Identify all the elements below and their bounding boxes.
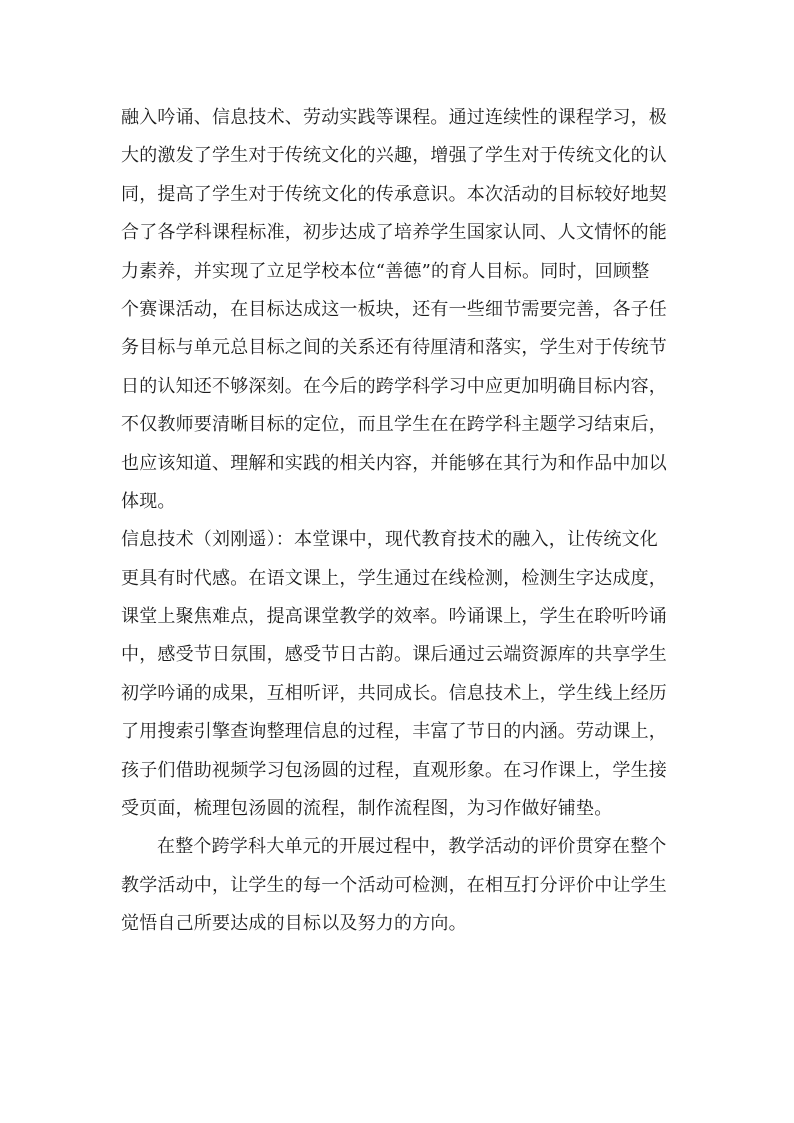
text-line: 也应该知道、理解和实践的相关内容，并能够在其行为和作品中加以	[121, 452, 667, 474]
text-line: 孩子们借助视频学习包汤圆的过程，直观形象。在习作课上，学生接	[121, 759, 667, 781]
text-line: 受页面，梳理包汤圆的流程，制作流程图，为习作做好铺垫。	[121, 798, 613, 820]
text-line: 力素养，并实现了立足学校本位“善德”的育人目标。同时，回顾整	[121, 260, 650, 282]
text-line: 信息技术（刘刚遥）：本堂课中，现代教育技术的融入，让传统文化	[121, 529, 658, 551]
text-line: 初学吟诵的成果，互相听评，共同成长。信息技术上，学生线上经历	[121, 682, 667, 704]
text-line: 融入吟诵、信息技术、劳动实践等课程。通过连续性的课程学习，极	[121, 107, 667, 128]
text-line: 在整个跨学科大单元的开展过程中，教学活动的评价贯穿在整个	[157, 836, 667, 858]
text-line: 合了各学科课程标准，初步达成了培养学生国家认同、人文情怀的能	[121, 222, 667, 244]
text-line: 不仅教师要清晰目标的定位，而且学生在在跨学科主题学习结束后，	[121, 414, 667, 436]
text-line: 中，感受节日氛围，感受节日古韵。课后通过云端资源库的共享学生	[121, 644, 667, 666]
info-tech-paragraph	[121, 521, 677, 828]
text-line: 同，提高了学生对于传统文化的传承意识。本次活动的目标较好地契	[121, 183, 667, 205]
summary-paragraph	[121, 99, 677, 521]
text-line: 日的认知还不够深刻。在今后的跨学科学习中应更加明确目标内容，	[121, 375, 667, 397]
text-line: 教学活动中，让学生的每一个活动可检测，在相互打分评价中让学生	[121, 874, 667, 896]
document-body	[121, 99, 677, 944]
evaluation-paragraph	[121, 828, 677, 943]
text-line: 了用搜索引擎查询整理信息的过程，丰富了节日的内涵。劳动课上，	[121, 721, 667, 743]
text-line: 务目标与单元总目标之间的关系还有待厘清和落实，学生对于传统节	[121, 337, 667, 359]
text-line: 更具有时代感。在语文课上，学生通过在线检测，检测生字达成度，	[121, 567, 667, 589]
text-line: 课堂上聚焦难点，提高课堂教学的效率。吟诵课上，学生在聆听吟诵	[121, 606, 667, 628]
text-line: 个赛课活动，在目标达成这一板块，还有一些细节需要完善，各子任	[121, 298, 667, 320]
text-line: 大的激发了学生对于传统文化的兴趣，增强了学生对于传统文化的认	[121, 145, 667, 167]
text-line: 觉悟自己所要达成的目标以及努力的方向。	[121, 913, 467, 935]
text-line: 体现。	[121, 490, 176, 512]
